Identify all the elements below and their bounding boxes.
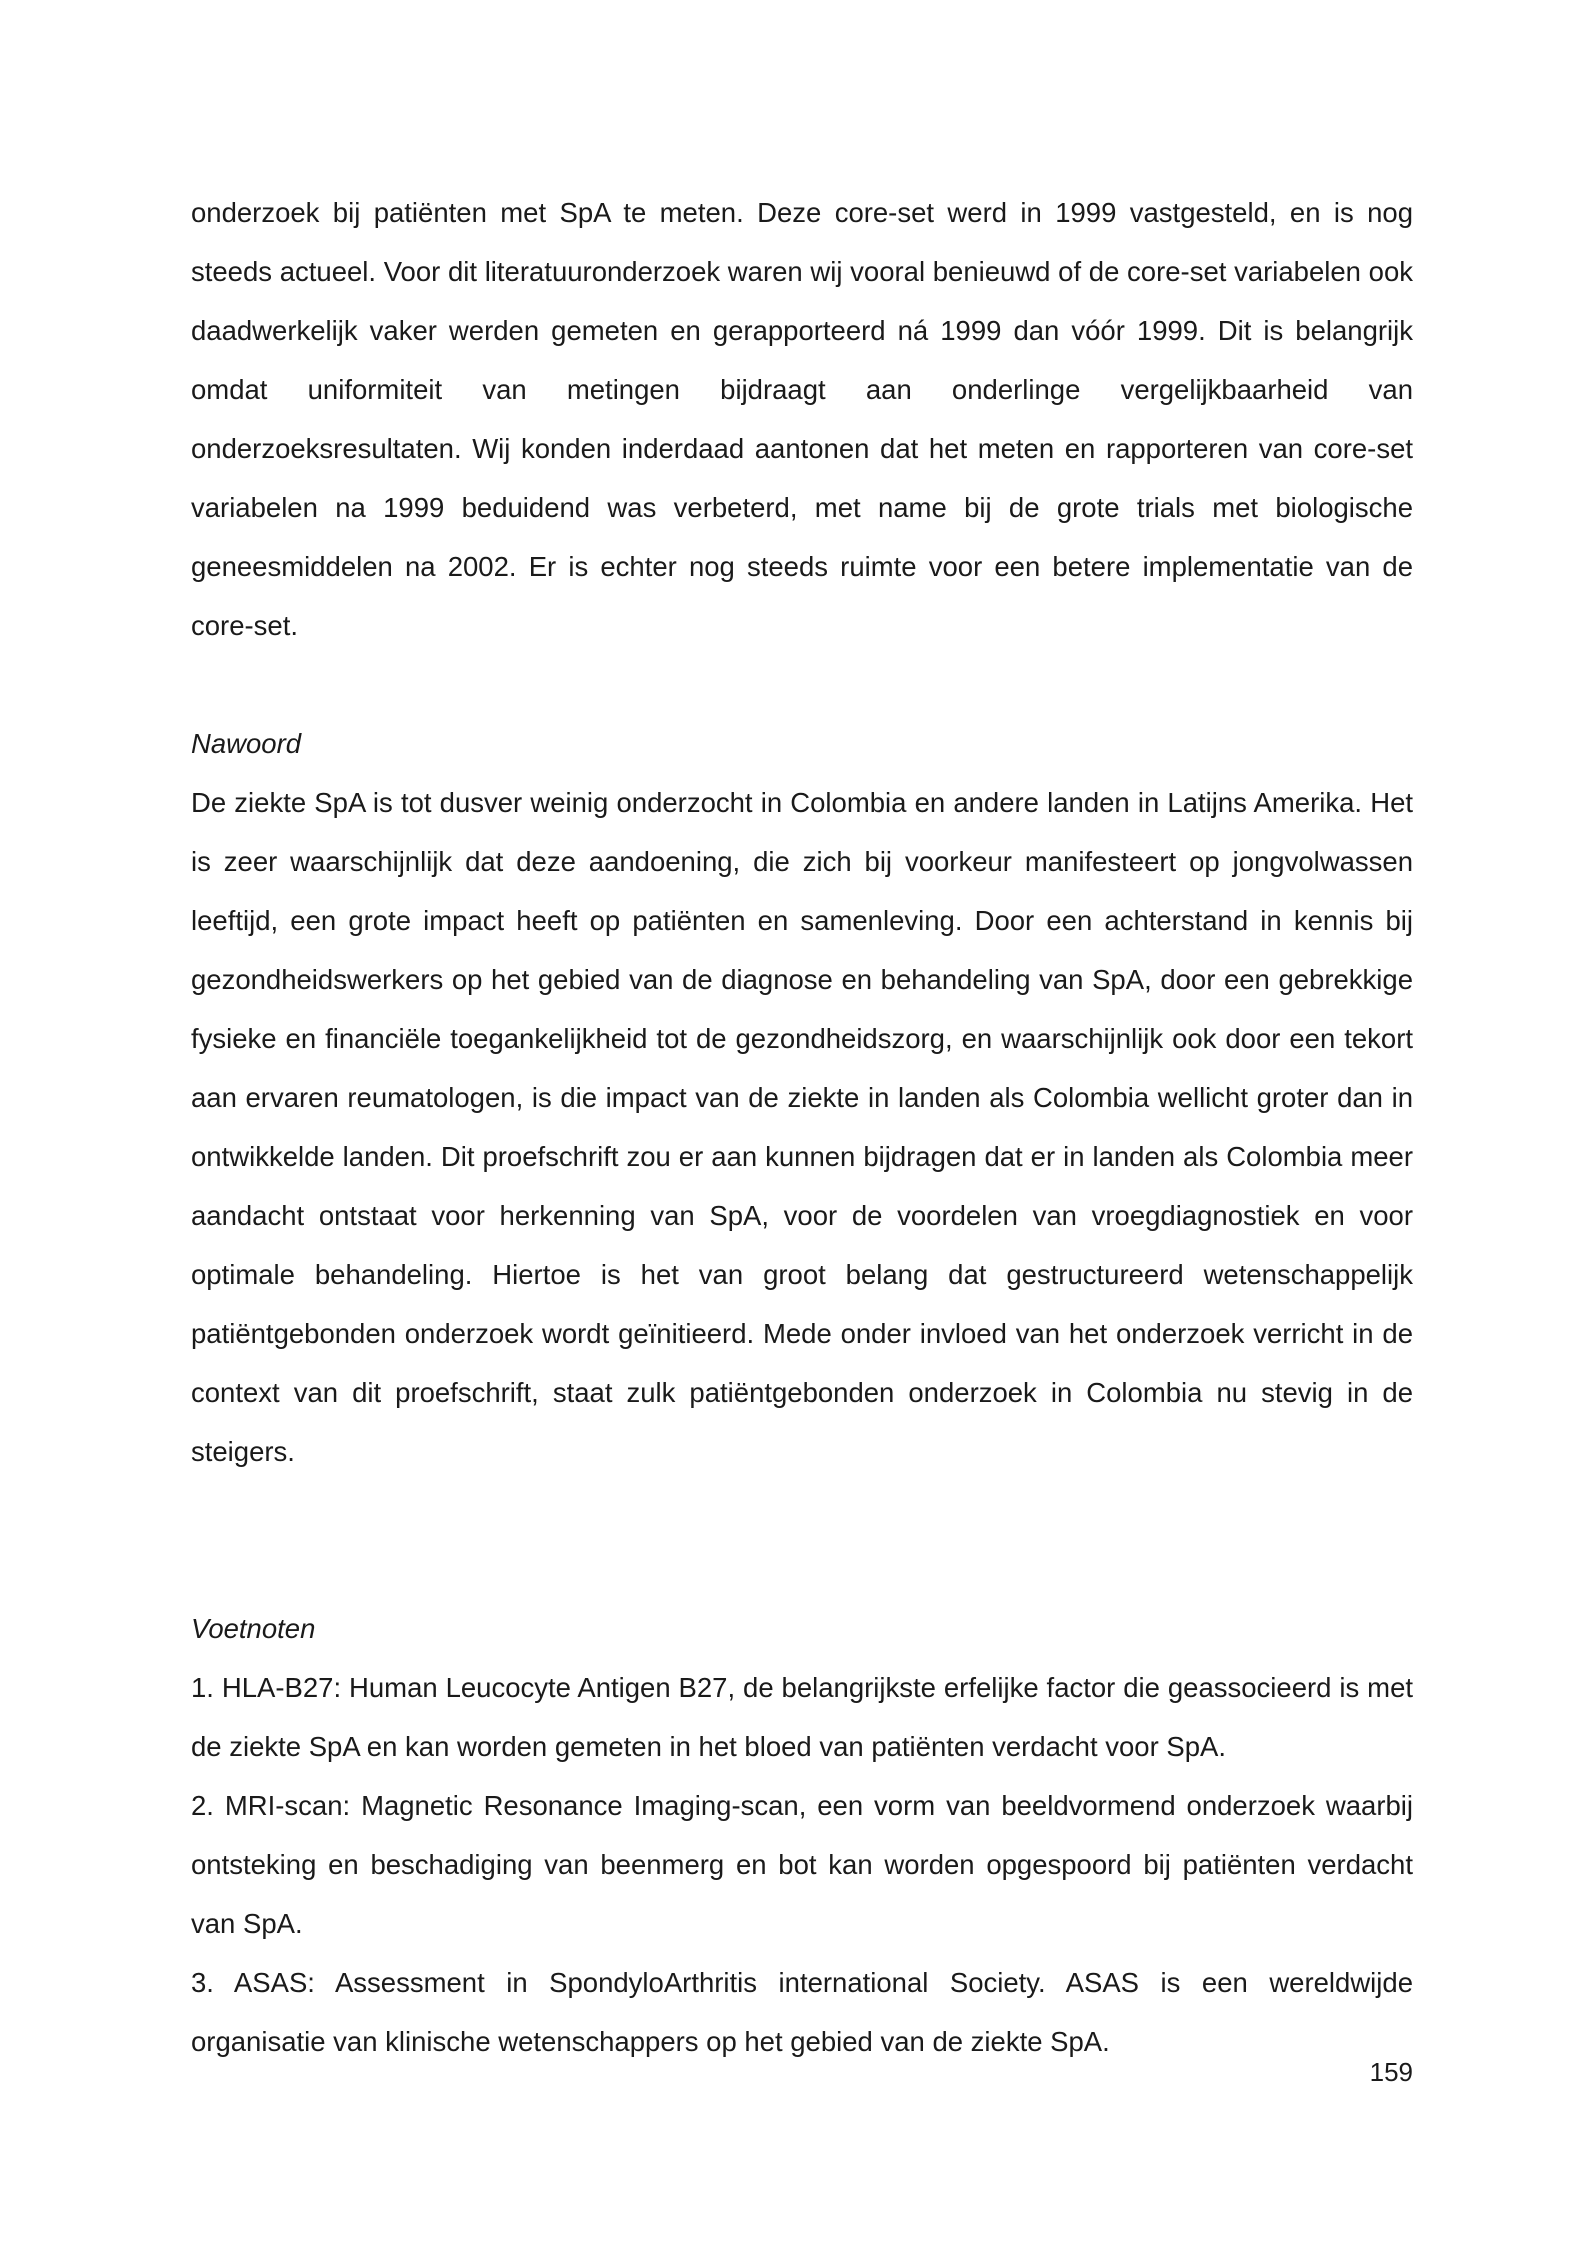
voetnoten-section	[191, 1599, 1413, 2071]
voetnoten-heading: Voetnoten	[191, 1613, 316, 1644]
nawoord-paragraph: De ziekte SpA is tot dusver weinig onderzocht in Colombia en andere landen in Latijns Amerika. Het is zeer waarschijnlijk dat deze aandoening, die zich bij voorkeur manifesteert op jongvolwassen leeftijd, een grote impact heeft op patiënten en samenleving. Door een achterstand in kennis bij gezondheidswerkers op het gebied van de diagnose en behandeling van SpA, door een gebrekkige fysieke en financiële toegankelijkheid tot de gezondheidszorg, en waarschijnlijk ook door een tekort aan ervaren reumatologen, is die impact van de ziekte in landen als Colombia wellicht groter dan in ontwikkelde landen. Dit proefschrift zou er aan kunnen bijdragen dat er in landen als Colombia meer aandacht ontstaat voor herkenning van SpA, voor de voordelen van vroegdiagnostiek en voor optimale behandeling. Hiertoe is het van groot belang dat gestructureerd wetenschappelijk patiëntgebonden onderzoek wordt geïnitieerd. Mede onder invloed van het onderzoek verricht in de context van dit proefschrift, staat zulk patiëntgebonden onderzoek in Colombia nu stevig in de steigers.	[191, 787, 1413, 1467]
footnote-item: 3. ASAS: Assessment in SpondyloArthritis international Society. ASAS is een wereldwijde organisatie van klinische wetenschappers op het gebied van de ziekte SpA.	[191, 1967, 1413, 2057]
page-number: 159	[1369, 2057, 1413, 2087]
nawoord-heading: Nawoord	[191, 728, 302, 759]
footnote-item: 2. MRI-scan: Magnetic Resonance Imaging-scan, een vorm van beeldvormend onderzoek waarbij ontsteking en beschadiging van beenmerg en bot kan worden opgespoord bij patiënten verdacht van SpA.	[191, 1790, 1413, 1939]
nawoord-section	[191, 714, 1413, 1481]
intro-paragraph: onderzoek bij patiënten met SpA te meten. Deze core-set werd in 1999 vastgesteld, en is nog steeds actueel. Voor dit literatuuronderzoek waren wij vooral benieuwd of de core-set variabelen ook daadwerkelijk vaker werden gemeten en gerapporteerd ná 1999 dan vóór 1999. Dit is belangrijk omdat uniformiteit van metingen bijdraagt aan onderlinge vergelijkbaarheid van onderzoeksresultaten. Wij konden inderdaad aantonen dat het meten en rapporteren van core-set variabelen na 1999 beduidend was verbeterd, met name bij de grote trials met biologische geneesmiddelen na 2002. Er is echter nog steeds ruimte voor een betere implementatie van de core-set.	[191, 197, 1413, 641]
page-body	[191, 183, 1413, 2071]
footnote-item: 1. HLA-B27: Human Leucocyte Antigen B27, de belangrijkste erfelijke factor die geassocieerd is met de ziekte SpA en kan worden gemeten in het bloed van patiënten verdacht voor SpA.	[191, 1672, 1413, 1762]
